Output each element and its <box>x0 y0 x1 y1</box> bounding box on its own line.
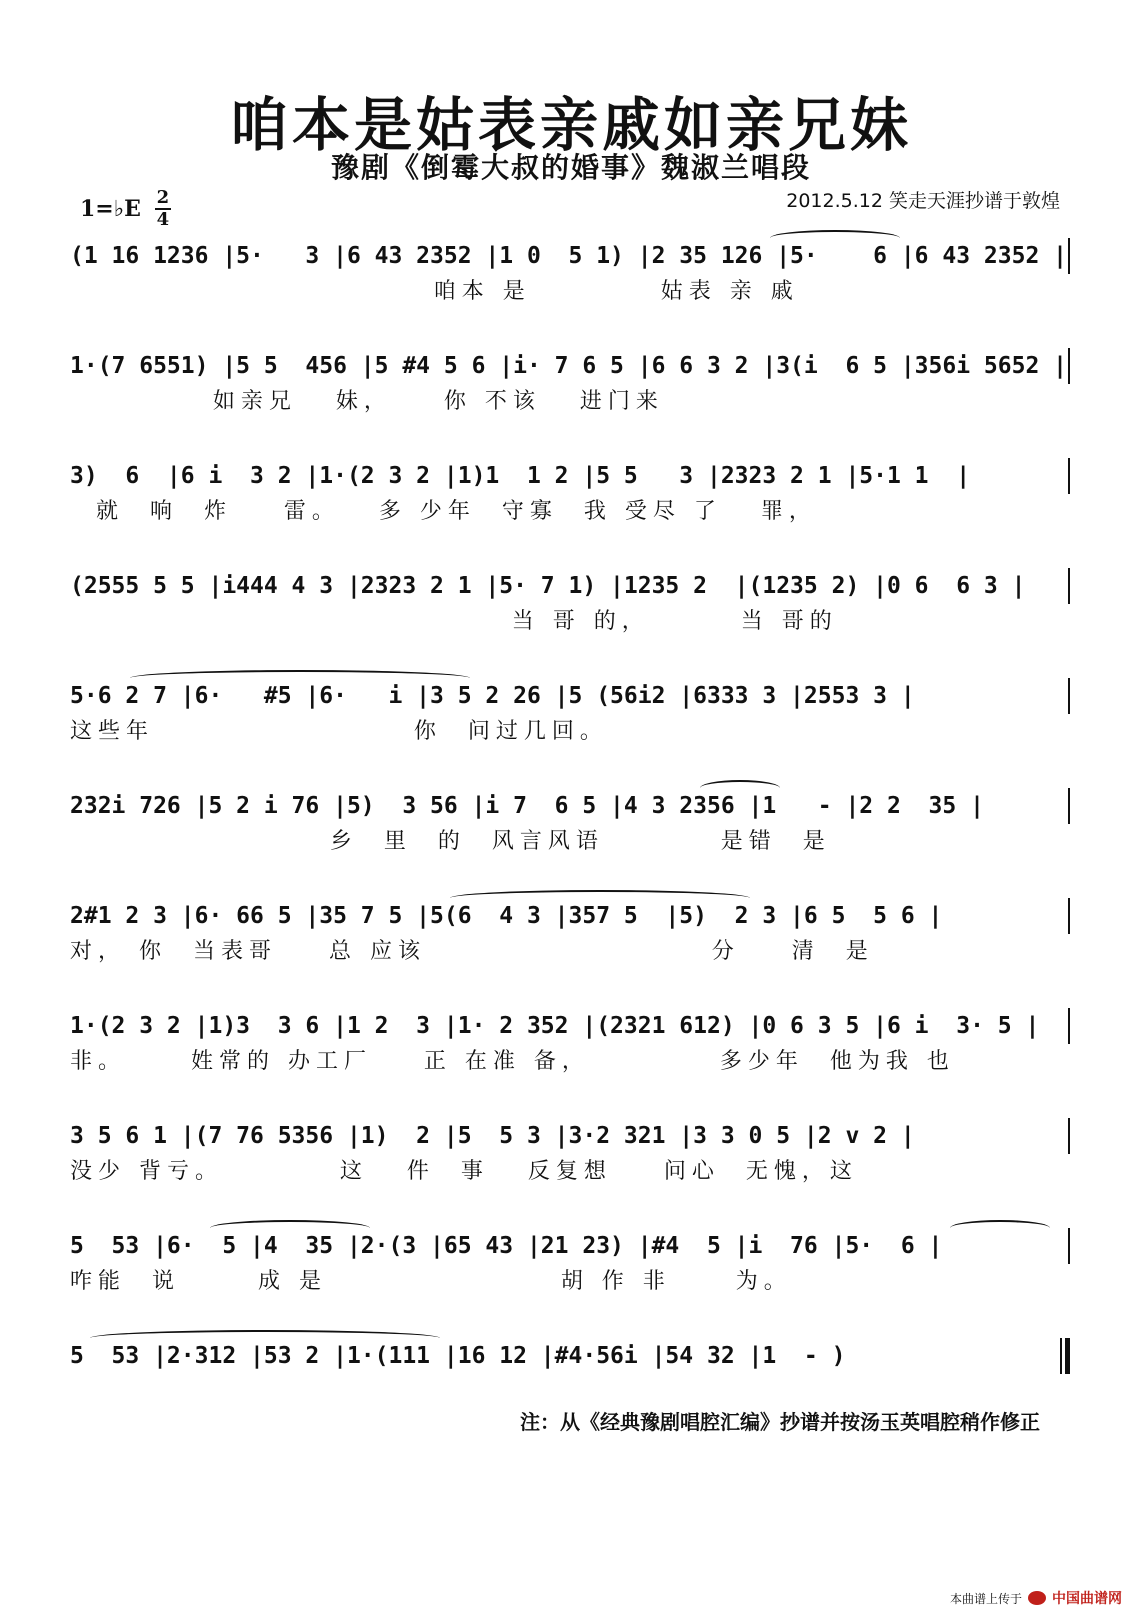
key-signature <box>80 188 171 230</box>
site-footer <box>950 1588 1122 1608</box>
site-brand-link[interactable]: 中国曲谱网 <box>1052 1591 1122 1607</box>
lyrics-line: 咱本 是 姑表 亲 戚 <box>70 279 799 304</box>
lyrics-line: 如亲兄 妹， 你 不该 进门来 <box>70 389 664 414</box>
key-label: 1=♭E <box>80 196 141 222</box>
transcriber-credit: 2012.5.12 笑走天涯抄谱于敦煌 <box>786 190 1060 212</box>
lyrics-line: 非。 姓常的 办工厂 正 在准 备， 多少年 他为我 也 <box>70 1049 955 1074</box>
time-top: 2 <box>156 187 170 208</box>
lyrics-line: 乡 里 的 风言风语 是错 是 <box>70 829 831 854</box>
lyrics-line: 当 哥 的， 当 哥的 <box>70 609 838 634</box>
music-line: 5·6 2 7 |6· #5 |6· i |3 5 2 26 |5 (56i2 |6333 3 |2553 3 | <box>70 683 915 709</box>
site-logo-icon <box>1028 1591 1046 1605</box>
time-signature <box>155 188 171 230</box>
upload-text: 本曲谱上传于 <box>949 1591 1022 1606</box>
music-line: 2#1 2 3 |6· 66 5 |35 7 5 |5(6 4 3 |357 5 |5) 2 3 |6 5 5 6 | <box>70 903 943 929</box>
lyrics-line: 这些年 你 问过几回。 <box>70 719 608 744</box>
lyrics-line: 对， 你 当表哥 总 应该 分 清 是 <box>70 939 874 964</box>
song-subtitle: 豫剧《倒霉大叔的婚事》魏淑兰唱段 <box>330 151 811 184</box>
music-line: 1·(7 6551) |5 5 456 |5 #4 5 6 |i· 7 6 5 |6 6 3 2 |3(i 6 5 |356i 5652 | <box>70 353 1067 379</box>
final-barline <box>1060 1338 1070 1374</box>
music-line: 1·(2 3 2 |1)3 3 6 |1 2 3 |1· 2 352 |(2321 612) |0 6 3 5 |6 i 3· 5 | <box>70 1013 1040 1039</box>
time-bottom: 4 <box>156 209 170 230</box>
lyrics-line: 咋能 说 成 是 胡 作 非 为。 <box>70 1269 792 1294</box>
music-line: 3) 6 |6 i 3 2 |1·(2 3 2 |1)1 1 2 |5 5 3 |2323 2 1 |5·1 1 | <box>70 463 971 489</box>
music-line: (2555 5 5 |i444 4 3 |2323 2 1 |5· 7 1) |1235 2 |(1235 2) |0 6 6 3 | <box>70 573 1026 599</box>
lyrics-line: 就 响 炸 雷。 多 少年 守寡 我 受尽 了 罪， <box>70 499 817 524</box>
music-line: (1 16 1236 |5· 3 |6 43 2352 |1 0 5 1) |2 35 126 |5· 6 |6 43 2352 | <box>70 243 1067 269</box>
music-line: 3 5 6 1 |(7 76 5356 |1) 2 |5 5 3 |3·2 321 |3 3 0 5 |2 v 2 | <box>70 1123 915 1149</box>
music-line: 5 53 |6· 5 |4 35 |2·(3 |65 43 |21 23) |#4 5 |i 76 |5· 6 | <box>70 1233 943 1259</box>
transcription-note: 注：从《经典豫剧唱腔汇编》抄谱并按汤玉英唱腔稍作修正 <box>520 1410 1040 1434</box>
music-line: 232i 726 |5 2 i 76 |5) 3 56 |i 7 6 5 |4 3 2356 |1 - |2 2 35 | <box>70 793 984 819</box>
lyrics-line: 没少 背亏。 这 件 事 反复想 问心 无愧，这 <box>70 1159 858 1184</box>
song-title: 咱本是姑表亲戚如亲兄妹 <box>229 91 912 159</box>
music-line: 5 53 |2·312 |53 2 |1·(111 |16 12 |#4·56i |54 32 |1 - ) <box>70 1343 860 1369</box>
